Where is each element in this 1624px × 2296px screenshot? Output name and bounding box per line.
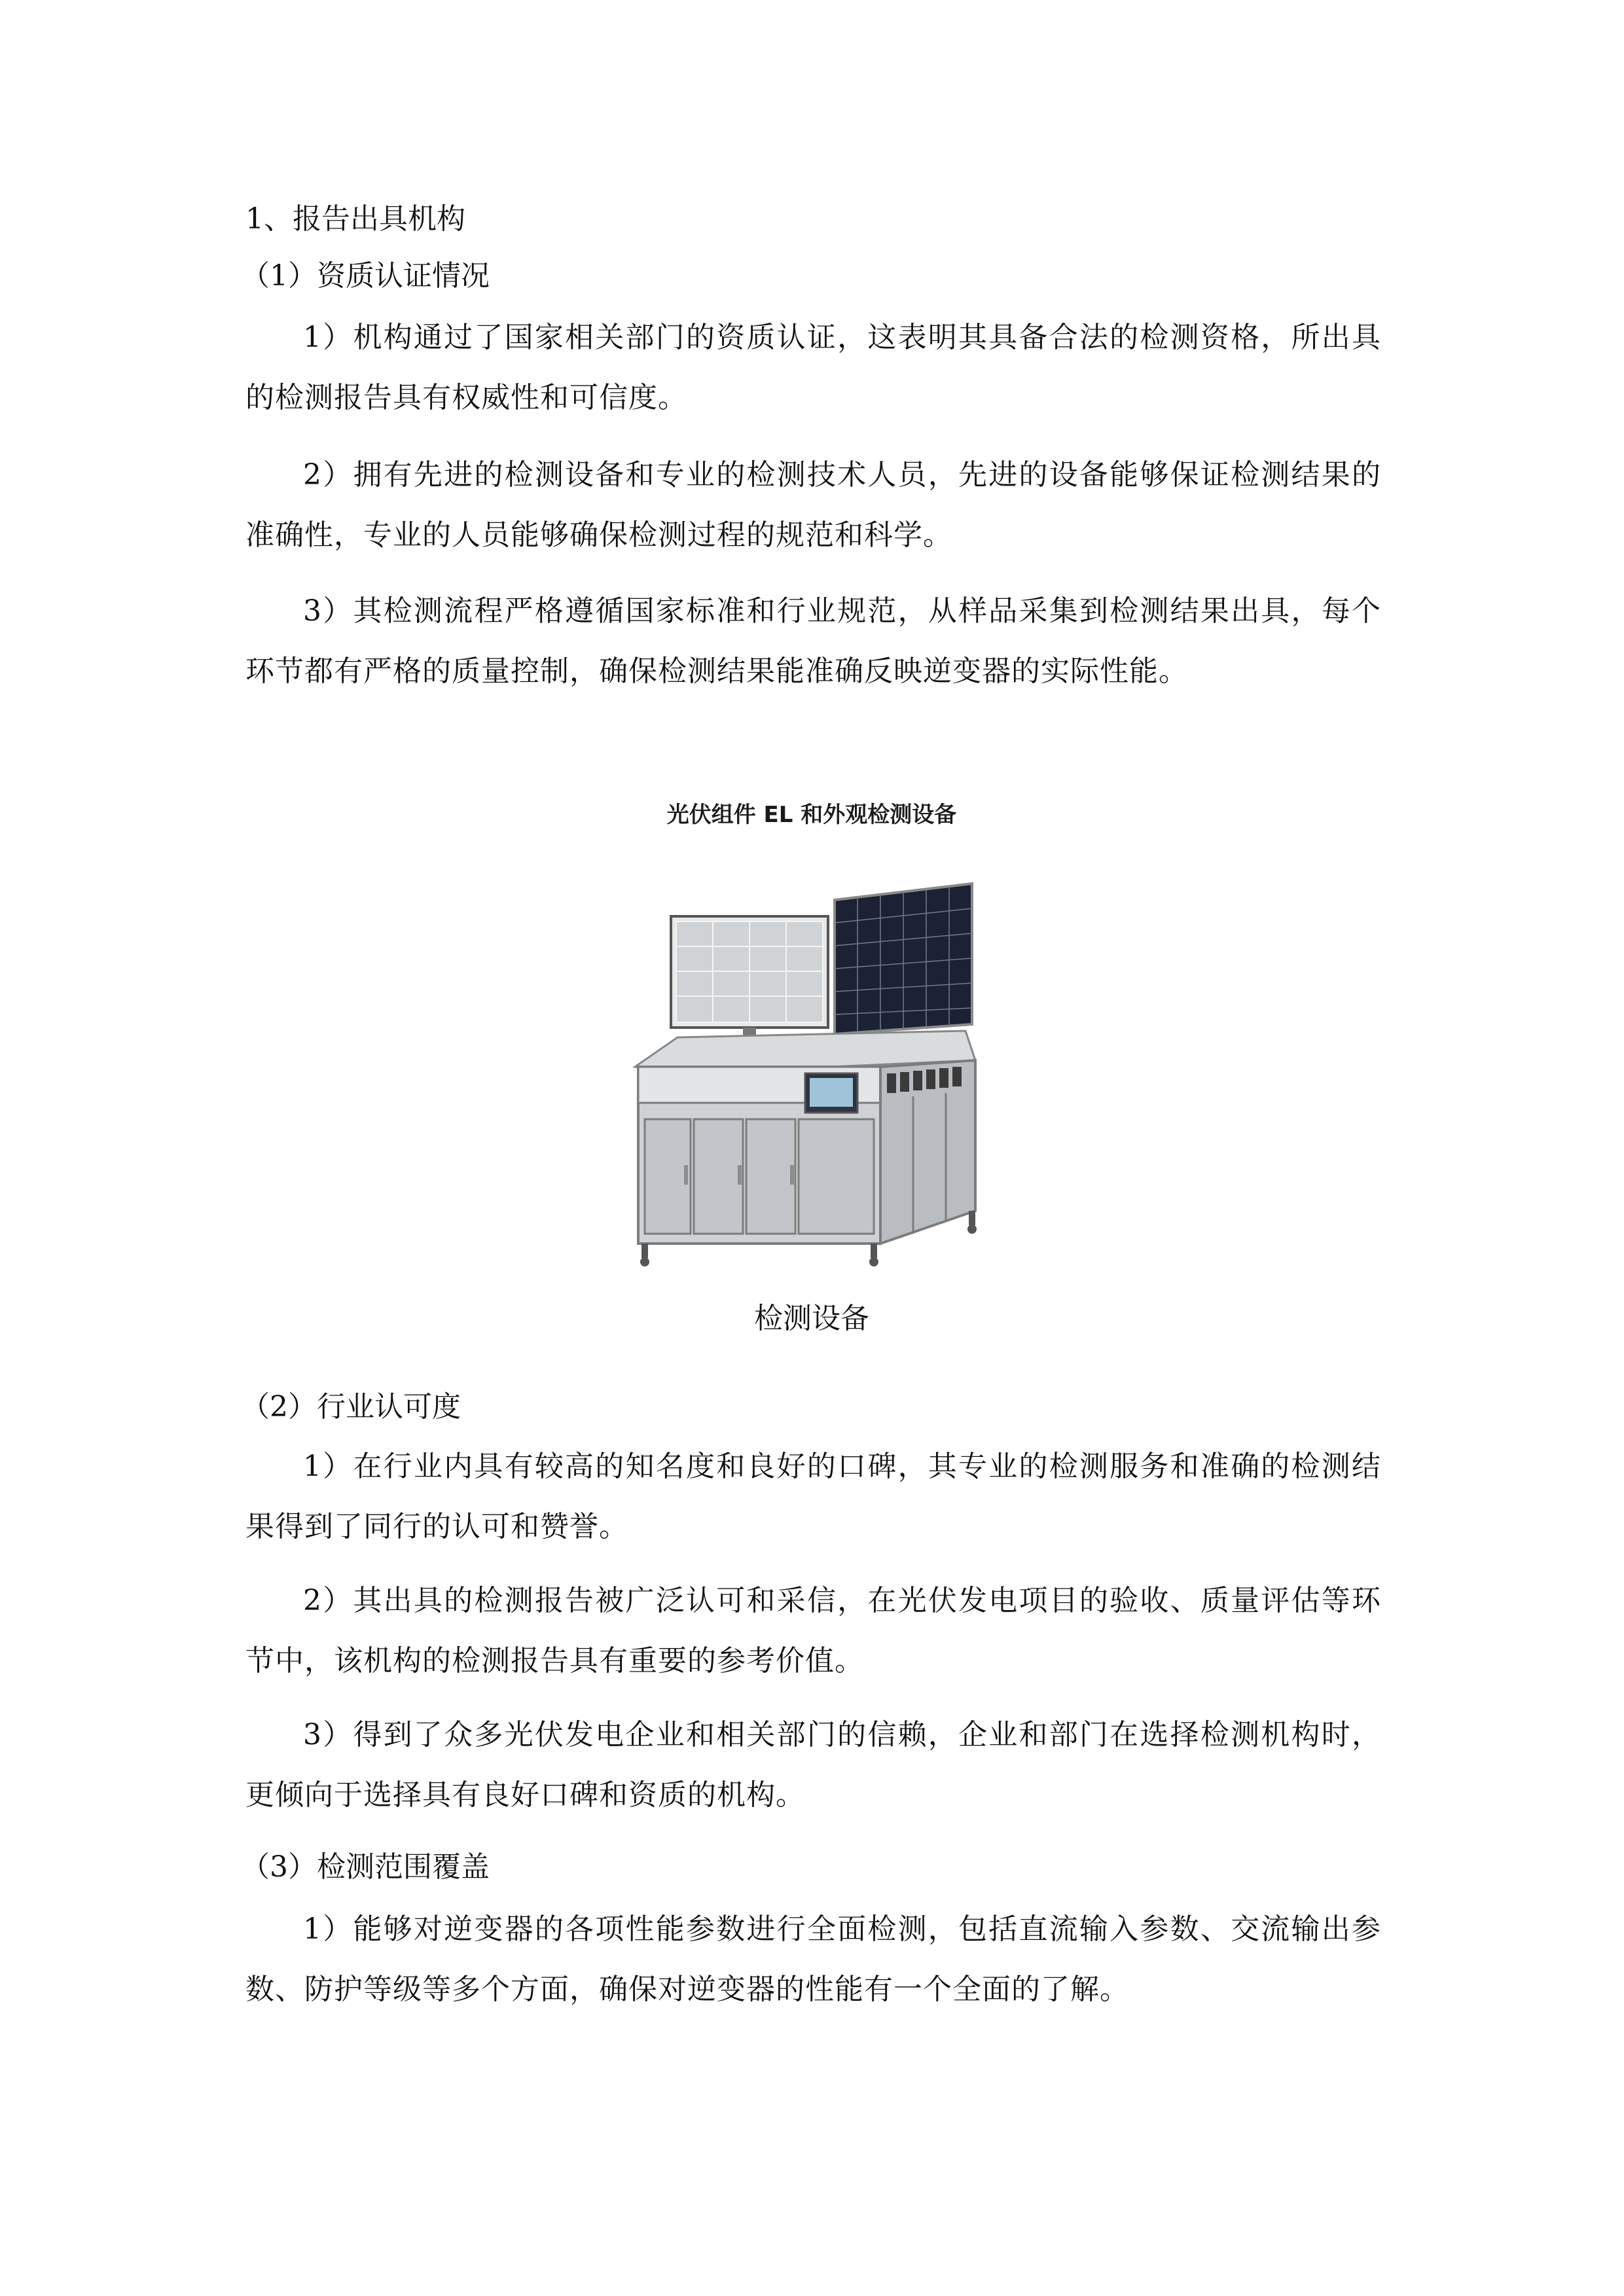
subsection-title-scope: （3）检测范围覆盖 <box>241 1850 490 1884</box>
figure-caption: 检测设备 <box>754 1302 869 1335</box>
section-heading: 1、报告出具机构 <box>245 202 465 236</box>
paragraph-qualification-3: 3）其检测流程严格遵循国家标准和行业规范，从样品采集到检测结果出具，每个环节都有严格的质量控制，确保检测结果能准确反映逆变器的实际性能。 <box>245 594 1381 688</box>
figure-title: 光伏组件 EL 和外观检测设备 <box>666 802 957 828</box>
paragraph-qualification-2: 2）拥有先进的检测设备和专业的检测技术人员，先进的设备能够保证检测结果的准确性，专业的人员能够确保检测过程的规范和科学。 <box>245 458 1381 552</box>
paragraph-recognition-1: 1）在行业内具有较高的知名度和良好的口碑，其专业的检测服务和准确的检测结果得到了同行的认可和赞誉。 <box>245 1450 1381 1543</box>
subsection-title-qualification: （1）资质认证情况 <box>241 259 490 293</box>
paragraph-scope-1: 1）能够对逆变器的各项性能参数进行全面检测，包括直流输入参数、交流输出参数、防护等级等多个方面，确保对逆变器的性能有一个全面的了解。 <box>245 1912 1381 2006</box>
paragraph-qualification-1: 1）机构通过了国家相关部门的资质认证，这表明其具备合法的检测资格，所出具的检测报告具有权威性和可信度。 <box>245 321 1381 414</box>
equipment-photo <box>619 870 985 1270</box>
paragraph-recognition-2: 2）其出具的检测报告被广泛认可和采信，在光伏发电项目的验收、质量评估等环节中，该机构的检测报告具有重要的参考价值。 <box>245 1584 1381 1677</box>
paragraph-recognition-3: 3）得到了众多光伏发电企业和相关部门的信赖，企业和部门在选择检测机构时，更倾向于选择具有良好口碑和资质的机构。 <box>245 1718 1381 1812</box>
subsection-title-recognition: （2）行业认可度 <box>241 1390 461 1424</box>
